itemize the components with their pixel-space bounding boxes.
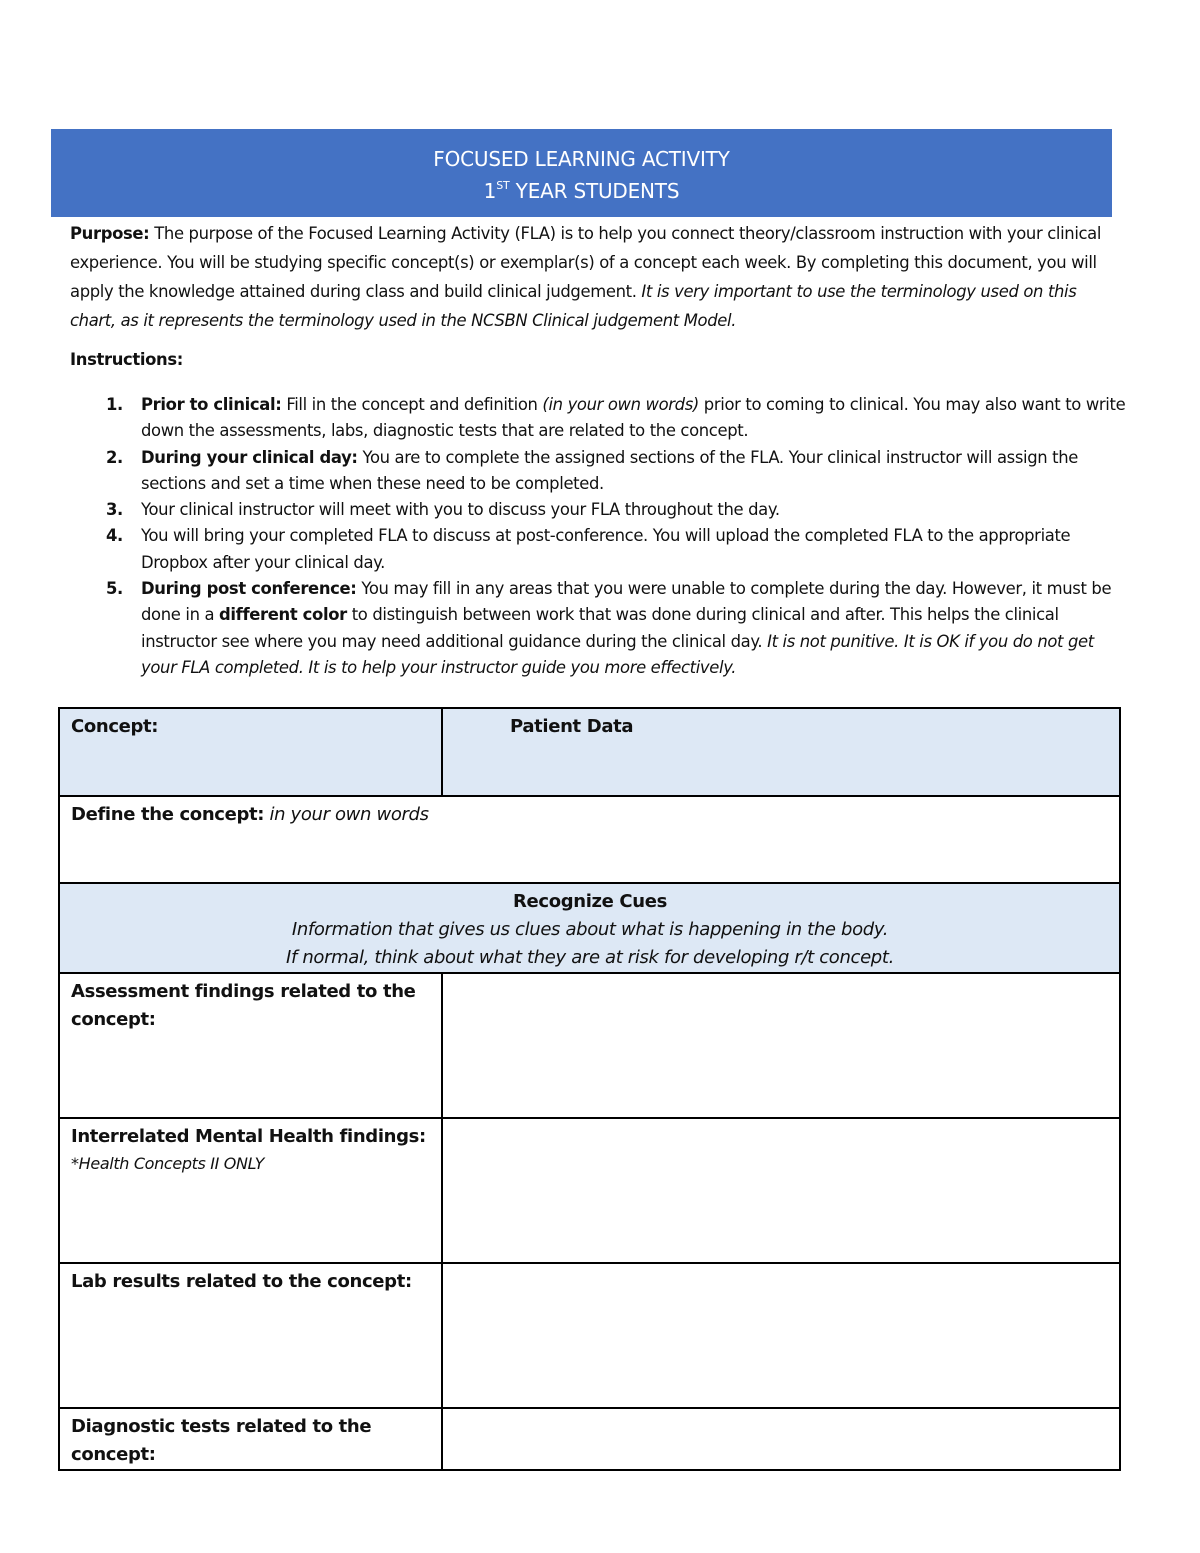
patient-data-label: Patient Data [510,716,634,737]
header-banner [51,129,1112,217]
mental-health-note: *Health Concepts II ONLY [71,1154,265,1173]
purpose-text: The purpose of the Focused Learning Activity (FLA) is to help you connect theory/classroom instruction with your clinical experience. You will be studying specific concept(s) or exemplar(s) of a concept each week. By completing this document, you will apply the knowledge attained during class and build clinical judgement. [70,224,1102,301]
patient-data-cell[interactable] [442,708,1120,796]
concept-cell[interactable] [59,708,442,796]
purpose-label: Purpose: [70,224,150,243]
lab-answer-cell[interactable] [442,1263,1120,1408]
instruction-item: 2. During your clinical day: You are to complete the assigned sections of the FLA. Your clinical instructor will assign the sections and set a time when these need to be completed. [106,447,1079,493]
instruction-item: 5. During post conference: You may fill in any areas that you were unable to complete during the day. However, it must be done in a different color to distinguish between work that was done during clinical and after. This helps the clinical instructor see where you may need additional guidance during the clinical day. It is not punitive. It is OK if you do not get your FLA completed. It is to help your instructor guide you more effectively. [106,579,1112,677]
lab-label-cell [59,1263,442,1408]
header-subtitle-superscript: ST [496,179,510,192]
mental-health-answer-cell[interactable] [442,1118,1120,1263]
assessment-label: Assessment findings related to the concept: [71,981,416,1030]
header-subtitle: 1ST YEAR STUDENTS [483,179,680,203]
recognize-cues-line2: If normal, think about what they are at risk for developing r/t concept. [286,947,894,968]
diagnostic-tests-label: Diagnostic tests related to the concept: [71,1416,372,1465]
diagnostic-label-cell [59,1408,442,1470]
purpose-italic-note: It is very important to use the terminology used on this chart, as it represents the terminology used in the NCSBN Clinical judgement Model. [70,282,1077,330]
fla-table [58,707,1121,1471]
lab-results-label: Lab results related to the concept: [71,1271,412,1292]
define-concept-label: Define the concept: [71,804,265,825]
define-concept-hint: in your own words [264,804,429,825]
mental-health-label: Interrelated Mental Health findings: [71,1126,426,1147]
assessment-label-cell [59,973,442,1118]
instructions-list [70,392,1130,681]
header-title: FOCUSED LEARNING ACTIVITY [433,147,730,171]
mental-health-label-cell [59,1118,442,1263]
instruction-item: 3. Your clinical instructor will meet with you to discuss your FLA throughout the day. [106,500,780,520]
recognize-cues-header [59,883,1120,973]
instruction-item: 1. Prior to clinical: Fill in the concept and definition (in your own words) prior to coming to clinical. You may also want to write down the assessments, labs, diagnostic tests that are related to the concept. [106,395,1126,441]
purpose-paragraph [70,219,1120,335]
instructions-title: Instructions: [70,350,183,369]
concept-label: Concept: [71,716,159,737]
define-concept-cell[interactable] [59,796,1120,883]
diagnostic-answer-cell[interactable] [442,1408,1120,1470]
recognize-cues-title: Recognize Cues [513,891,667,912]
instruction-item: 4. You will bring your completed FLA to discuss at post-conference. You will upload the completed FLA to the appropriate Dropbox after your clinical day. [106,526,1071,572]
assessment-answer-cell[interactable] [442,973,1120,1118]
recognize-cues-line1: Information that gives us clues about what is happening in the body. [291,919,889,940]
